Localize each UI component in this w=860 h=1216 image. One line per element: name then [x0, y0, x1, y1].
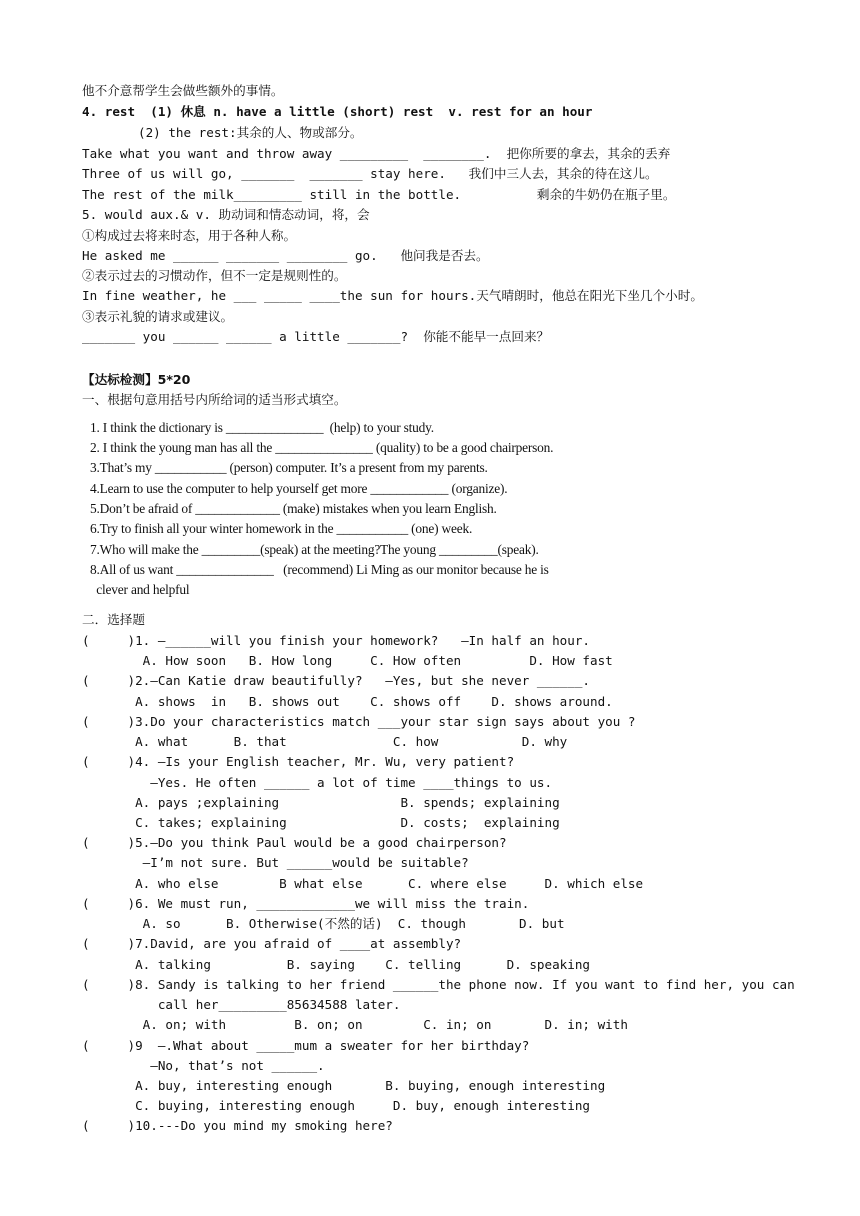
fill-item: 5.Don’t be afraid of _____________ (make) mistakes when you learn English. [90, 501, 497, 516]
question-line: ( )1. —______will you finish your homework? —In half an hour. [82, 633, 590, 648]
section-2-title: 二．选择题 [82, 612, 145, 627]
option-line: A. on; with B. on; on C. in; on D. in; with [82, 1017, 628, 1032]
fill-item: 4.Learn to use the computer to help yourself get more ____________ (organize). [90, 481, 508, 496]
option-line: A. who else B what else C. where else D. which else [82, 876, 644, 891]
question-line: ( )7.David, are you afraid of ____at assembly? [82, 936, 462, 951]
note-heading-rest: 4. rest (1) 休息 n. have a little (short) rest v. rest for an hour [82, 104, 593, 119]
question-line: —No, that’s not ______. [82, 1058, 325, 1073]
option-line: C. buying, interesting enough D. buy, enough interesting [82, 1098, 590, 1113]
question-line: —Yes. He often ______ a lot of time ____things to us. [82, 775, 553, 790]
note-line: The rest of the milk_________ still in the bottle. 剩余的牛奶仍在瓶子里。 [82, 187, 676, 202]
question-line: ( )2.—Can Katie draw beautifully? —Yes, but she never ______. [82, 673, 590, 688]
fill-item-continued: clever and helpful [90, 582, 190, 597]
note-heading-would: 5. would aux.& v. 助动词和情态动词，将，会 [82, 207, 370, 222]
question-line: call her_________85634588 later. [82, 997, 401, 1012]
option-line: A. How soon B. How long C. How often D. How fast [82, 653, 613, 668]
fill-item: 2. I think the young man has all the _______________ (quality) to be a good chairperson. [90, 440, 554, 455]
option-line: A. talking B. saying C. telling D. speaking [82, 957, 590, 972]
question-line: ( )3.Do your characteristics match ___your star sign says about you ? [82, 714, 636, 729]
question-line: ( )4. —Is your English teacher, Mr. Wu, very patient? [82, 754, 515, 769]
note-line: Take what you want and throw away _________ ________. 把你所要的拿去，其余的丢弃 [82, 146, 671, 161]
option-line: A. shows in B. shows out C. shows off D. shows around. [82, 694, 613, 709]
section-title: 【达标检测】5*20 [82, 372, 191, 387]
question-line: ( )6. We must run, _____________we will miss the train. [82, 896, 530, 911]
option-line: A. what B. that C. how D. why [82, 734, 568, 749]
question-line: ( )10.---Do you mind my smoking here? [82, 1118, 393, 1133]
note-line: (2) the rest:其余的人、物或部分。 [138, 125, 363, 140]
fill-item: 8.All of us want _______________ (recommend) Li Ming as our monitor because he is [90, 562, 549, 577]
note-line: ①构成过去将来时态，用于各种人称。 [82, 228, 297, 243]
question-line: ( )5.—Do you think Paul would be a good chairperson? [82, 835, 507, 850]
option-line: A. pays ;explaining B. spends; explaining [82, 795, 560, 810]
note-line: Three of us will go, _______ _______ stay here. 我们中三人去，其余的待在这儿。 [82, 166, 658, 181]
option-line: C. takes; explaining D. costs; explaining [82, 815, 560, 830]
note-line: _______ you ______ ______ a little _______? 你能不能早一点回来？ [82, 329, 550, 344]
note-line: He asked me ______ _______ ________ go. 他问我是否去。 [82, 248, 489, 263]
fill-item: 7.Who will make the _________(speak) at the meeting?The young _________(speak). [90, 542, 539, 557]
question-line: ( )9 —.What about _____mum a sweater for her birthday? [82, 1038, 530, 1053]
note-line: 他不介意帮学生会做些额外的事情。 [82, 83, 284, 98]
note-line: ②表示过去的习惯动作，但不一定是规则性的。 [82, 268, 347, 283]
section-1-title: 一、根据句意用括号内所给词的适当形式填空。 [82, 392, 347, 407]
option-line: A. so B. Otherwise(不然的话) C. though D. but [82, 916, 565, 931]
option-line: A. buy, interesting enough B. buying, enough interesting [82, 1078, 606, 1093]
fill-item: 1. I think the dictionary is _______________ (help) to your study. [90, 420, 434, 435]
note-line: ③表示礼貌的请求或建议。 [82, 309, 234, 324]
question-line: ( )8. Sandy is talking to her friend ______the phone now. If you want to find her, you can [82, 977, 795, 992]
fill-item: 6.Try to finish all your winter homework in the ___________ (one) week. [90, 521, 473, 536]
note-line: In fine weather, he ___ _____ ____the sun for hours.天气晴朗时，他总在阳光下坐几个小时。 [82, 288, 703, 303]
fill-item: 3.That’s my ___________ (person) computer. It’s a present from my parents. [90, 460, 488, 475]
question-line: —I’m not sure. But ______would be suitable? [82, 855, 469, 870]
